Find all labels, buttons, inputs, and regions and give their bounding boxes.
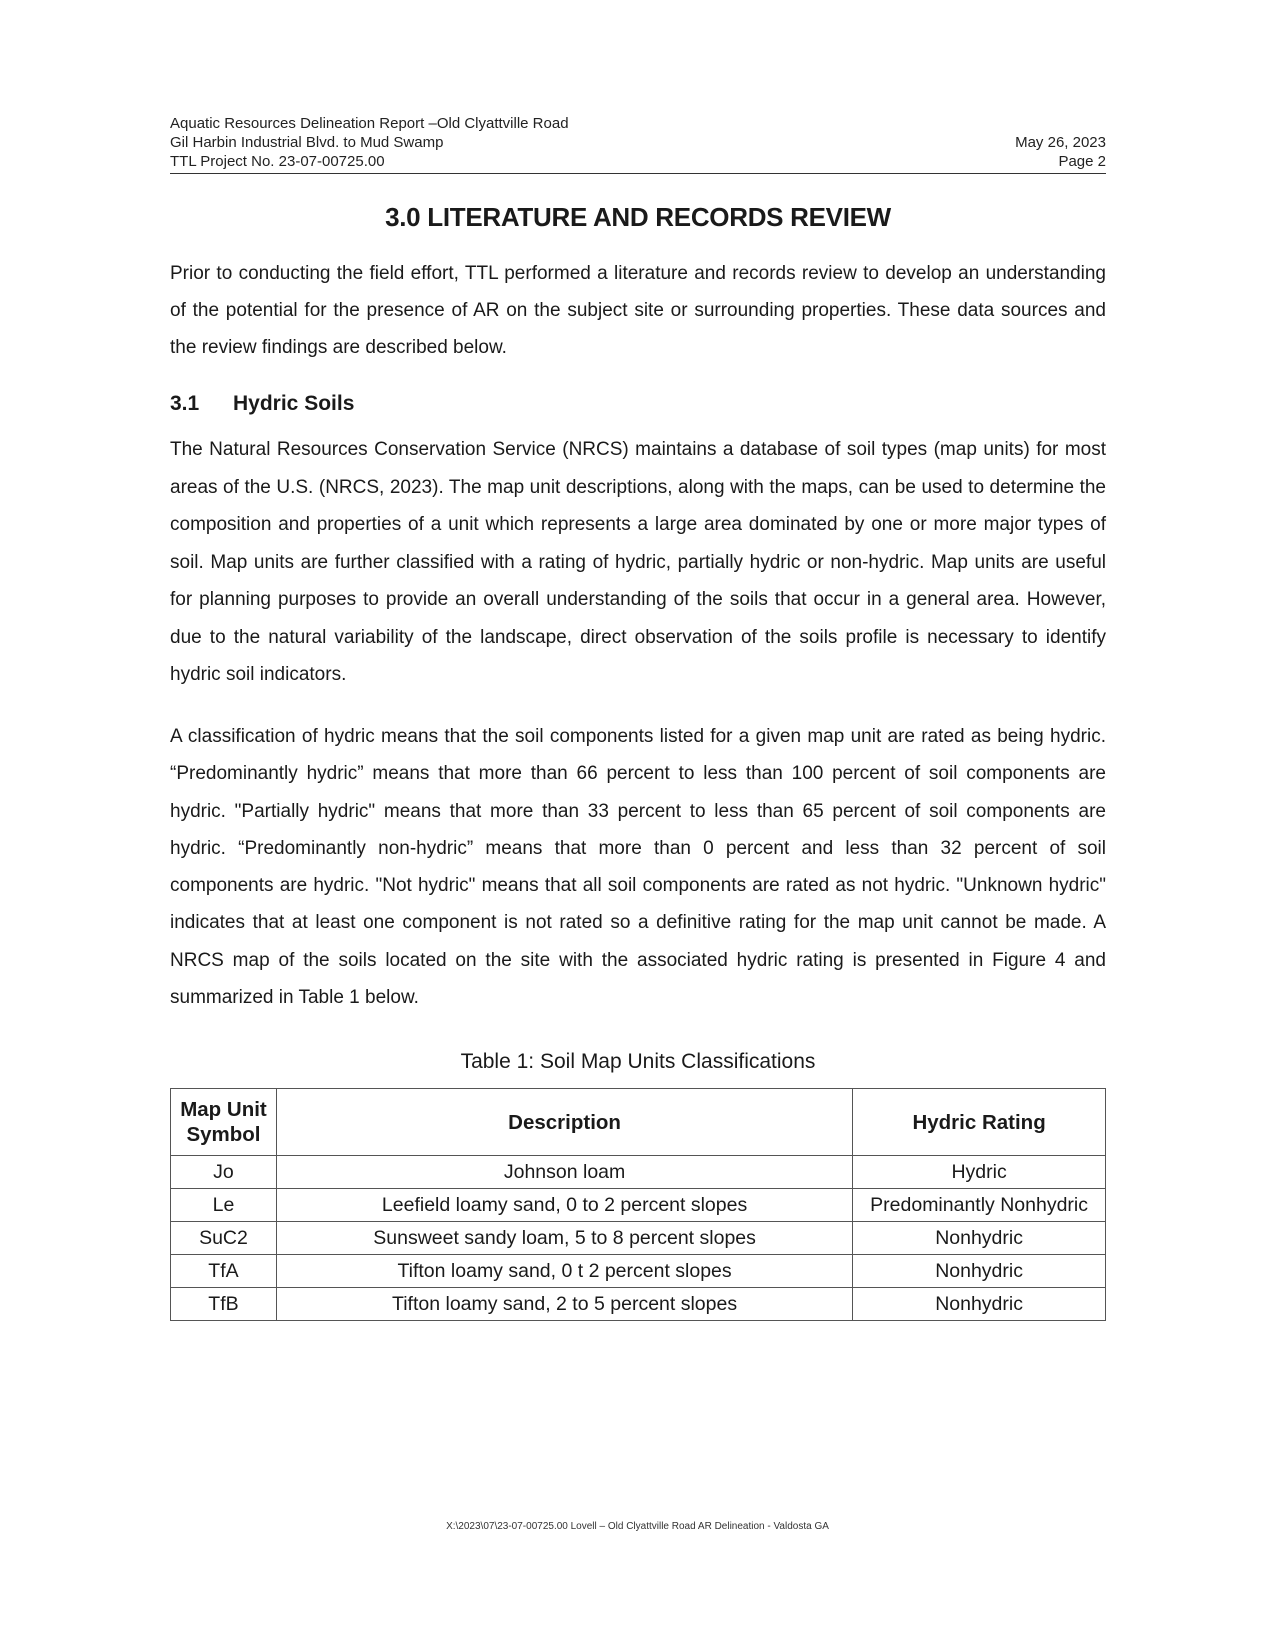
table-header-row — [171, 1089, 1106, 1156]
header-map-unit-symbol: Map Unit Symbol — [171, 1089, 277, 1156]
header-left — [170, 114, 1106, 171]
page-header — [170, 114, 1106, 174]
project-number: TTL Project No. 23-07-00725.00 — [170, 153, 385, 170]
table-row — [171, 1189, 1106, 1222]
subsection-number: 3.1 — [170, 392, 200, 415]
hydric-rating: Nonhydric — [853, 1222, 1106, 1255]
map-unit-symbol: Le — [171, 1189, 277, 1222]
hydric-rating: Predominantly Nonhydric — [853, 1189, 1106, 1222]
section-heading: 3.0 LITERATURE AND RECORDS REVIEW — [385, 202, 891, 232]
page-number: Page 2 — [1058, 153, 1106, 170]
map-unit-symbol: SuC2 — [171, 1222, 277, 1255]
table-row — [171, 1288, 1106, 1321]
soil-map-units-table — [170, 1088, 1106, 1321]
hydric-rating: Nonhydric — [853, 1255, 1106, 1288]
map-unit-symbol: TfB — [171, 1288, 277, 1321]
subsection-heading — [170, 392, 354, 416]
header-right — [1015, 133, 1106, 171]
header-description: Description — [276, 1089, 852, 1156]
table-caption: Table 1: Soil Map Units Classifications — [460, 1050, 816, 1073]
soil-description: Sunsweet sandy loam, 5 to 8 percent slopes — [276, 1222, 852, 1255]
subsection-title: Hydric Soils — [233, 392, 355, 415]
soil-description: Johnson loam — [276, 1156, 852, 1189]
report-title: Aquatic Resources Delineation Report –Old Clyattville Road — [170, 115, 569, 132]
intro-paragraph: Prior to conducting the field effort, TTL performed a literature and records review to develop an understanding of the potential for the presence of AR on the subject site or surrounding properties. These data sources and the review findings are described below. — [170, 263, 1106, 358]
table-row — [171, 1255, 1106, 1288]
hydric-soils-paragraph: The Natural Resources Conservation Service (NRCS) maintains a database of soil types (map units) for most areas of the U.S. (NRCS, 2023). The map unit descriptions, along with the maps, can be used to determine the composition and properties of a unit which represents a large area dominated by one or more major types of soil. Map units are further classified with a rating of hydric, partially hydric or non-hydric. Map units are useful for planning purposes to provide an overall understanding of the soils that occur in a general area. However, due to the natural variability of the landscape, direct observation of the soils profile is necessary to identify hydric soil indicators. — [170, 439, 1106, 685]
map-unit-symbol: Jo — [171, 1156, 277, 1189]
report-date: May 26, 2023 — [1015, 134, 1106, 151]
table-row — [171, 1156, 1106, 1189]
soil-description: Tifton loamy sand, 0 t 2 percent slopes — [276, 1255, 852, 1288]
table-row — [171, 1222, 1106, 1255]
soil-description: Leefield loamy sand, 0 to 2 percent slopes — [276, 1189, 852, 1222]
soil-description: Tifton loamy sand, 2 to 5 percent slopes — [276, 1288, 852, 1321]
hydric-classification-paragraph: A classification of hydric means that the soil components listed for a given map unit are rated as being hydric. “Predominantly hydric” means that more than 66 percent to less than 100 percent of soil components are hydric. "Partially hydric" means that more than 33 percent to less than 65 percent of soil components are hydric. “Predominantly non-hydric” means that more than 0 percent and less than 32 percent of soil components are hydric. "Not hydric" means that all soil components are rated as not hydric. "Unknown hydric" indicates that at least one component is not rated so a definitive rating for the map unit cannot be made. A NRCS map of the soils located on the site with the associated hydric rating is presented in Figure 4 and summarized in Table 1 below. — [170, 726, 1106, 1009]
header-hydric-rating: Hydric Rating — [853, 1089, 1106, 1156]
report-subtitle: Gil Harbin Industrial Blvd. to Mud Swamp — [170, 134, 444, 151]
hydric-rating: Hydric — [853, 1156, 1106, 1189]
hydric-rating: Nonhydric — [853, 1288, 1106, 1321]
map-unit-symbol: TfA — [171, 1255, 277, 1288]
file-path-footer: X:\2023\07\23-07-00725.00 Lovell – Old Clyattville Road AR Delineation - Valdosta GA — [446, 1521, 829, 1532]
